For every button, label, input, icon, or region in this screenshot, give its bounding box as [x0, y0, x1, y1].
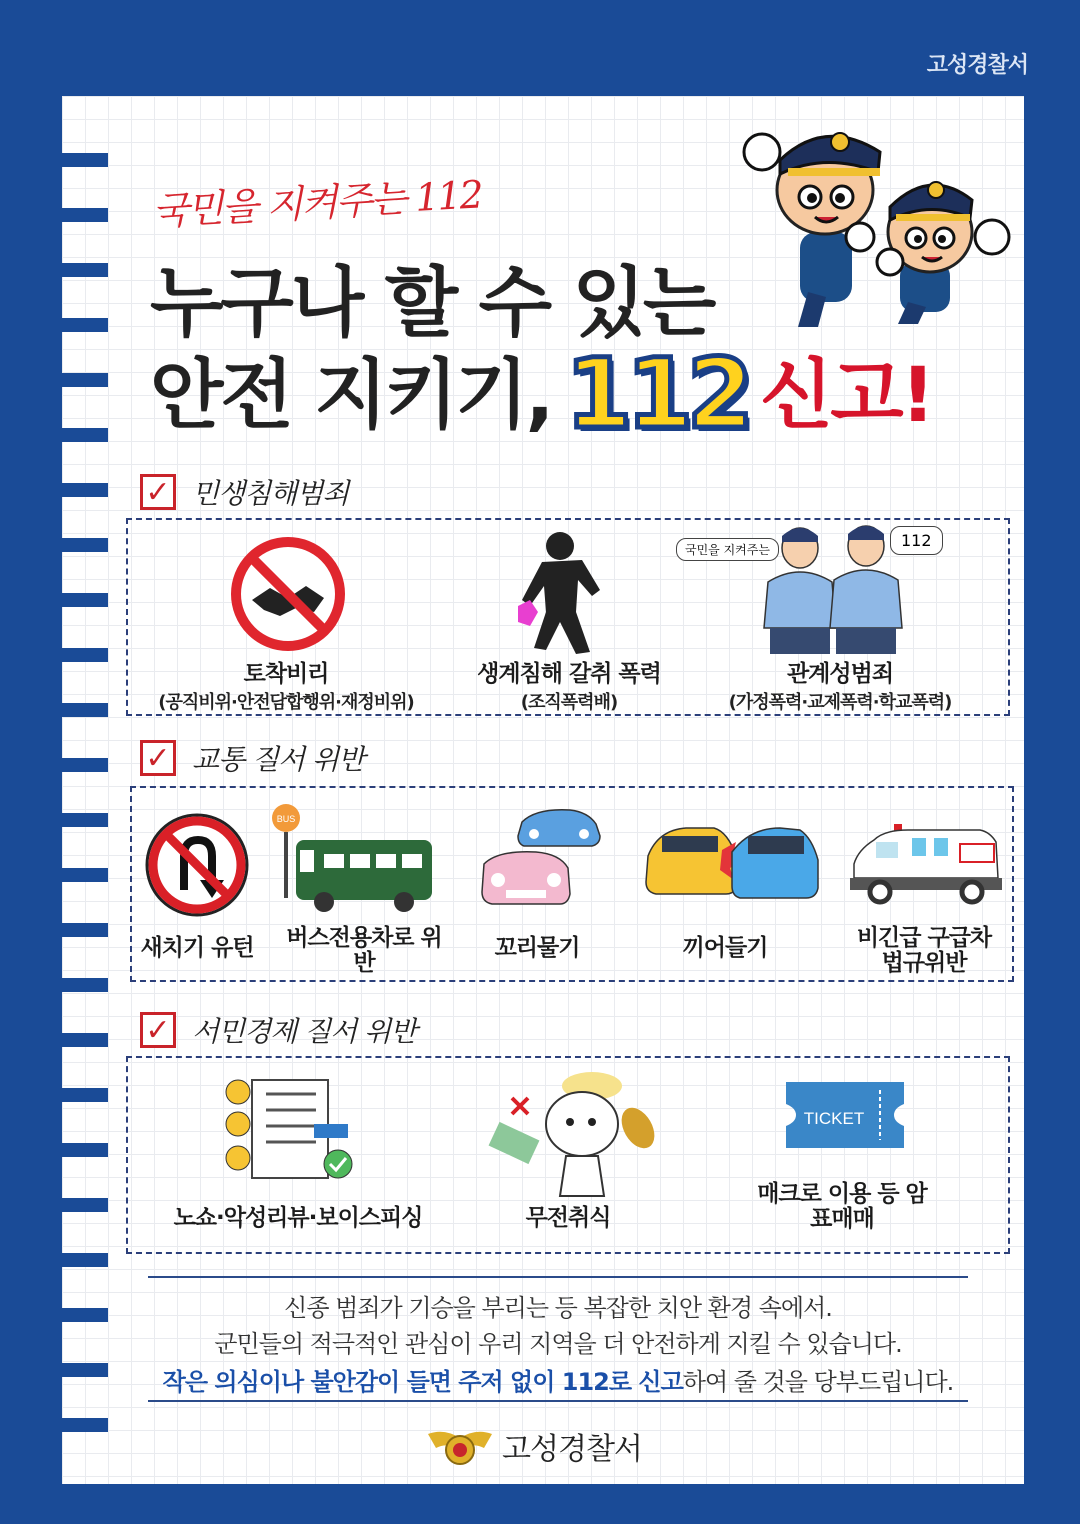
check-icon: ✓ — [140, 1012, 176, 1048]
mascot-left — [744, 133, 880, 327]
police-mascots-illustration — [740, 112, 1020, 332]
hero-headline-line1: 누구나 할 수 있는 — [150, 258, 714, 347]
item-label-cutting-in: 끼어들기 — [682, 935, 768, 961]
notebook-ring — [60, 318, 108, 332]
item-sub-extortion: (조직폭력배) — [520, 692, 618, 713]
police-officers-illustration — [760, 522, 910, 656]
notebook-ring — [60, 208, 108, 222]
hero-line2-prefix: 안전 지키기, — [150, 350, 552, 439]
section-label: 교통 질서 위반 — [192, 743, 365, 776]
extortion-silhouette-icon — [512, 530, 622, 658]
footer-message-rest: 하여 줄 것을 당부드립니다. — [682, 1368, 954, 1396]
notebook-ring — [60, 978, 108, 992]
bus-icon — [270, 802, 436, 914]
hero-112-number: 112 — [565, 338, 748, 450]
notebook-ring — [60, 428, 108, 442]
section-title-traffic — [140, 738, 364, 778]
notebook-ring — [60, 758, 108, 772]
section-title-economy — [140, 1010, 416, 1050]
item-label-u-turn: 새치기 유턴 — [140, 935, 254, 961]
footer-rule-bottom — [148, 1400, 968, 1402]
dine-and-dash-icon — [486, 1072, 662, 1202]
notebook-ring — [60, 703, 108, 717]
notebook-ring — [60, 373, 108, 387]
speech-bubble-left: 국민을 지켜주는 — [676, 538, 779, 561]
notebook-ring — [60, 1253, 108, 1267]
notebook-ring — [60, 263, 108, 277]
item-label-relationship-crime: 관계성범죄 — [786, 661, 894, 687]
footer-highlight: 작은 의심이나 불안감이 들면 주저 없이 112로 신고 — [162, 1368, 683, 1396]
notebook-ring — [60, 153, 108, 167]
notebook-ring — [60, 1143, 108, 1157]
footer-message-line1: 신종 범죄가 기승을 부리는 등 복잡한 치안 환경 속에서. — [284, 1294, 832, 1322]
footer-org-name: 고성경찰서 — [502, 1432, 642, 1467]
item-label-bus-lane: 버스전용차로 위반 — [286, 925, 442, 976]
notebook-ring — [60, 648, 108, 662]
footer-org-logo — [424, 1420, 642, 1472]
section-label: 민생침해범죄 — [192, 477, 349, 510]
item-sub-relationship-crime: (가정폭력·교제폭력·학교폭력) — [728, 692, 952, 713]
footer-message-line2: 군민들의 적극적인 관심이 우리 지역을 더 안전하게 지킬 수 있습니다. — [214, 1330, 902, 1358]
notebook-ring — [60, 813, 108, 827]
ticket-text: TICKET — [803, 1109, 865, 1128]
notebook-ring — [60, 538, 108, 552]
item-label-no-show: 노쇼·악성리뷰·보이스피싱 — [173, 1205, 423, 1231]
footer-rule-top — [148, 1276, 968, 1278]
item-sub-corruption: (공직비위·안전담합행위·재정비위) — [158, 692, 414, 713]
bus-stop-sign-text: BUS — [276, 814, 296, 824]
review-list-icon — [222, 1074, 360, 1184]
notebook-ring — [60, 1363, 108, 1377]
item-label-dine-and-dash: 무전취식 — [525, 1205, 611, 1231]
hero-headline-line2 — [150, 334, 932, 450]
notebook-ring — [60, 1033, 108, 1047]
section-title-livelihood — [140, 472, 348, 512]
item-label-corruption: 토착비리 — [243, 661, 329, 687]
ticket-icon — [782, 1078, 908, 1152]
item-label-ambulance: 비긴급 구급차 법규위반 — [856, 925, 992, 976]
notebook-ring — [60, 1308, 108, 1322]
footer-message-line3 — [148, 1362, 968, 1397]
no-u-turn-sign-icon — [142, 810, 252, 920]
notebook-ring — [60, 868, 108, 882]
speech-bubble-right: 112 — [890, 526, 943, 555]
header-org-name: 고성경찰서 — [926, 53, 1028, 78]
cutting-in-cars-icon — [640, 816, 824, 908]
notebook-ring — [60, 1088, 108, 1102]
notebook-ring — [60, 1198, 108, 1212]
check-icon: ✓ — [140, 740, 176, 776]
notebook-ring — [60, 483, 108, 497]
no-handshake-icon — [230, 536, 346, 652]
item-label-scalping: 매크로 이용 등 암표매매 — [757, 1181, 927, 1232]
notebook-ring — [60, 923, 108, 937]
notebook-ring — [60, 1418, 108, 1432]
hero-line2-suffix: 신고! — [759, 350, 933, 439]
hero-subtitle: 국민을 지켜주는 112 — [151, 172, 483, 234]
item-label-tail-gating: 꼬리물기 — [494, 935, 580, 961]
item-label-extortion: 생계침해 갈취 폭력 — [477, 661, 661, 687]
mascot-right — [877, 182, 1009, 324]
section-label: 서민경제 질서 위반 — [192, 1015, 417, 1048]
ambulance-icon — [848, 820, 1006, 906]
police-emblem-icon — [424, 1420, 496, 1472]
check-icon: ✓ — [140, 474, 176, 510]
notebook-ring — [60, 593, 108, 607]
tailgating-cars-icon — [476, 806, 606, 916]
